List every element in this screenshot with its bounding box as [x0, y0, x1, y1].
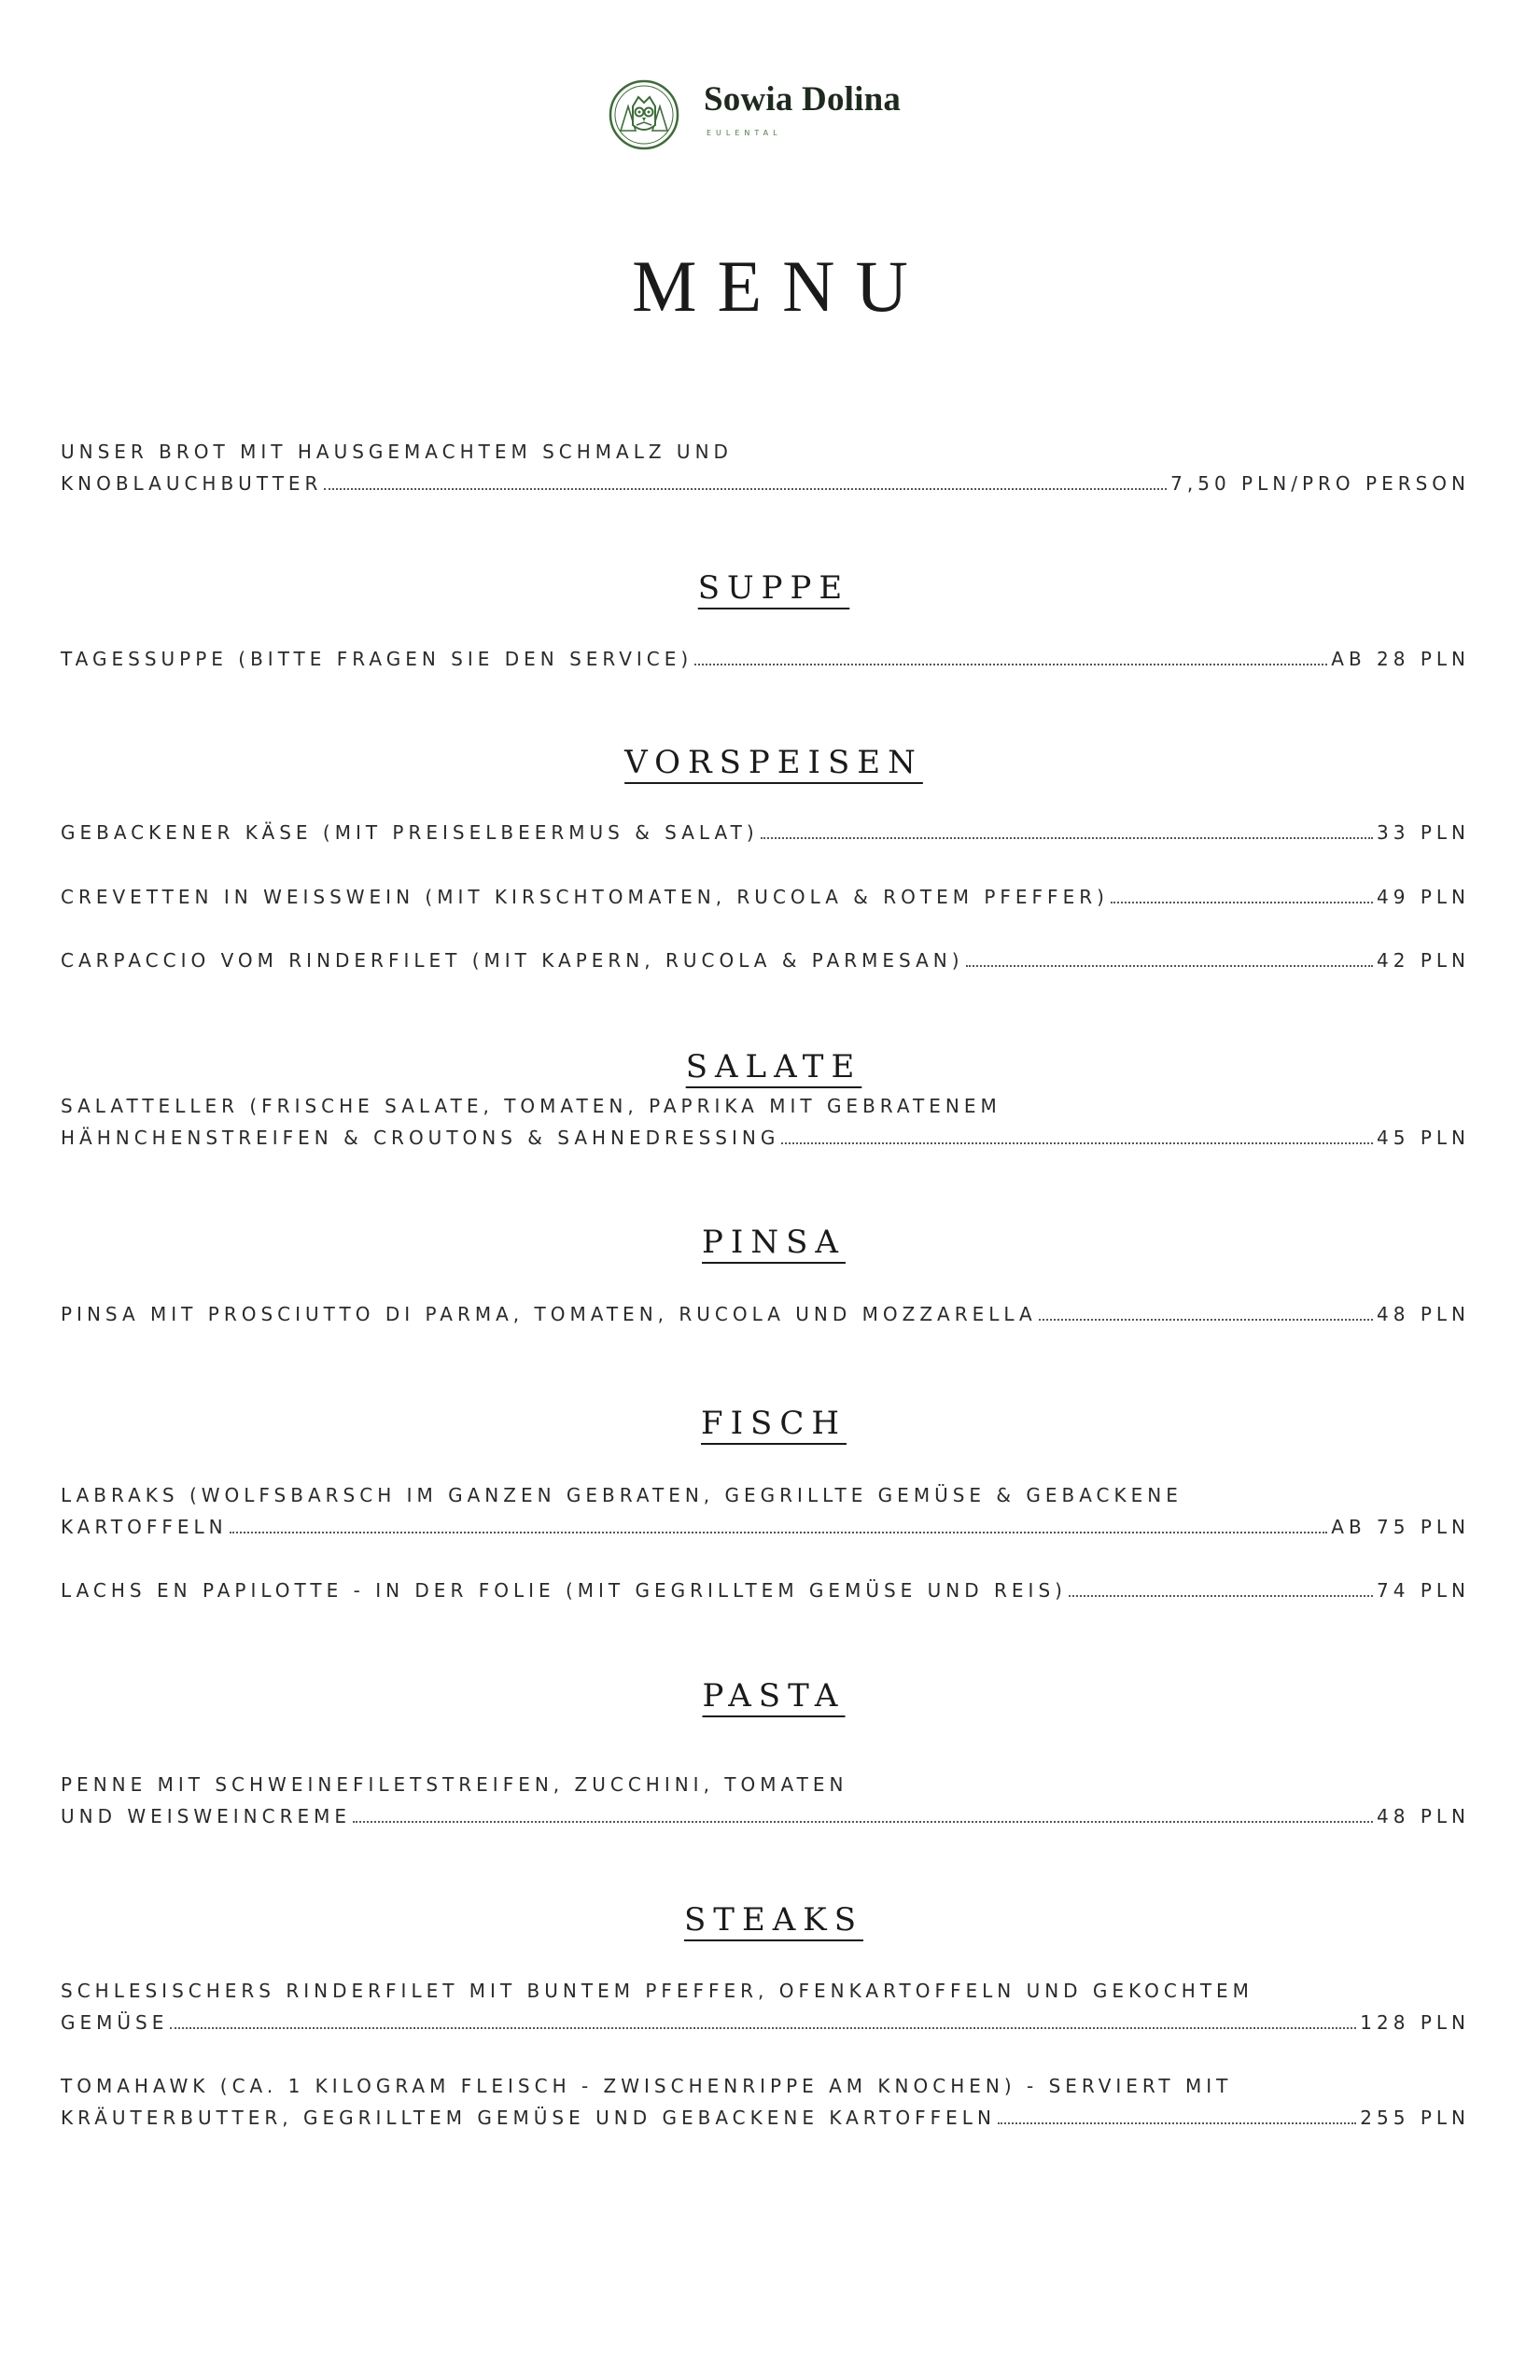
dot-leader	[966, 965, 1373, 967]
section-heading-vorspeisen	[0, 744, 1540, 781]
menu-item-line-2: HÄHNCHENSTREIFEN & CROUTONS & SAHNEDRESSING	[61, 1127, 780, 1149]
menu-item	[61, 1807, 1470, 1826]
section-heading-pinsa	[0, 1224, 1540, 1261]
dot-leader	[353, 1821, 1373, 1823]
dot-leader	[781, 1142, 1373, 1144]
section-heading-salate	[0, 1048, 1540, 1085]
menu-item	[61, 1305, 1470, 1323]
menu-item-line-1: PENNE MIT SCHWEINEFILETSTREIFEN, ZUCCHINI, TOMATEN	[61, 1773, 848, 1796]
menu-item-price: AB 75 PLN	[1331, 1516, 1470, 1538]
section-heading-fisch-label: FISCH	[701, 1405, 847, 1442]
brand-tagline: EULENTAL	[707, 129, 782, 137]
dot-leader	[1111, 902, 1373, 903]
menu-item-line-2: GEMÜSE	[61, 2011, 169, 2034]
menu-item-line-1: SCHLESISCHERS RINDERFILET MIT BUNTEM PFEFFER, OFENKARTOFFELN UND GEKOCHTEM	[61, 1980, 1253, 2002]
dot-leader	[324, 488, 1167, 490]
menu-item-line-2: UND WEISWEINCREME	[61, 1805, 352, 1827]
brand-name: Sowia Dolina	[704, 80, 902, 119]
section-heading-pinsa-label: PINSA	[702, 1224, 846, 1261]
menu-item-price: 45 PLN	[1377, 1127, 1470, 1149]
menu-item-price: 48 PLN	[1377, 1303, 1470, 1325]
menu-item-line-1: LABRAKS (WOLFSBARSCH IM GANZEN GEBRATEN, GEGRILLTE GEMÜSE & GEBACKENE	[61, 1484, 1183, 1506]
section-heading-pasta-label: PASTA	[702, 1677, 846, 1715]
menu-item-line-1: TOMAHAWK (CA. 1 KILOGRAM FLEISCH - ZWISCHENRIPPE AM KNOCHEN) - SERVIERT MIT	[61, 2075, 1233, 2097]
menu-item	[61, 951, 1470, 970]
page-title: MENU	[632, 245, 929, 327]
menu-item	[61, 1581, 1470, 1600]
menu-item	[61, 2013, 1470, 2032]
menu-item-name: LACHS EN PAPILOTTE - IN DER FOLIE (MIT GEGRILLTEM GEMÜSE UND REIS)	[61, 1579, 1067, 1602]
menu-item-price: 42 PLN	[1377, 949, 1470, 972]
menu-item	[61, 2108, 1470, 2127]
intro-line-1: UNSER BROT MIT HAUSGEMACHTEM SCHMALZ UND	[61, 441, 733, 463]
dot-leader	[998, 2122, 1356, 2124]
menu-item	[61, 888, 1470, 906]
dot-leader	[761, 837, 1373, 839]
intro-row	[61, 474, 1470, 493]
intro-price: 7,50 PLN/PRO PERSON	[1170, 472, 1470, 495]
menu-item-price: 48 PLN	[1377, 1805, 1470, 1827]
section-heading-steaks-label: STEAKS	[683, 1901, 864, 1939]
menu-item-price: 49 PLN	[1377, 886, 1470, 908]
section-heading-salate-label: SALATE	[685, 1048, 862, 1085]
menu-item-price: 74 PLN	[1377, 1579, 1470, 1602]
section-heading-pasta	[0, 1677, 1540, 1715]
menu-item-name: CARPACCIO VOM RINDERFILET (MIT KAPERN, RUCOLA & PARMESAN)	[61, 949, 964, 972]
section-heading-vorspeisen-label: VORSPEISEN	[624, 744, 923, 781]
dot-leader	[1039, 1319, 1373, 1321]
menu-item-price: 33 PLN	[1377, 821, 1470, 844]
menu-item-name: CREVETTEN IN WEISSWEIN (MIT KIRSCHTOMATEN, RUCOLA & ROTEM PFEFFER)	[61, 886, 1109, 908]
section-heading-suppe-label: SUPPE	[697, 569, 850, 607]
dot-leader	[230, 1532, 1328, 1533]
section-heading-suppe	[0, 569, 1540, 607]
menu-item-name: GEBACKENER KÄSE (MIT PREISELBEERMUS & SALAT)	[61, 821, 759, 844]
menu-item-line-2: KARTOFFELN	[61, 1516, 228, 1538]
menu-item-price: 128 PLN	[1360, 2011, 1470, 2034]
menu-item-line-2: KRÄUTERBUTTER, GEGRILLTEM GEMÜSE UND GEBACKENE KARTOFFELN	[61, 2107, 996, 2129]
brand-logo	[608, 75, 944, 151]
menu-item-name: TAGESSUPPE (BITTE FRAGEN SIE DEN SERVICE)	[61, 648, 693, 670]
dot-leader	[1069, 1595, 1373, 1597]
intro-line-2: KNOBLAUCHBUTTER	[61, 472, 323, 495]
menu-item-price: AB 28 PLN	[1331, 648, 1470, 670]
menu-item-price: 255 PLN	[1360, 2107, 1470, 2129]
menu-item	[61, 1518, 1470, 1536]
section-heading-steaks	[0, 1901, 1540, 1939]
menu-item	[61, 650, 1470, 668]
menu-item-name: PINSA MIT PROSCIUTTO DI PARMA, TOMATEN, RUCOLA UND MOZZARELLA	[61, 1303, 1037, 1325]
dot-leader	[694, 664, 1327, 665]
menu-item	[61, 823, 1470, 842]
owl-forest-emblem-icon	[608, 78, 680, 151]
section-heading-fisch	[0, 1405, 1540, 1442]
menu-item	[61, 1128, 1470, 1147]
dot-leader	[170, 2027, 1356, 2029]
menu-item-line-1: SALATTELLER (FRISCHE SALATE, TOMATEN, PAPRIKA MIT GEBRATENEM	[61, 1095, 1001, 1117]
